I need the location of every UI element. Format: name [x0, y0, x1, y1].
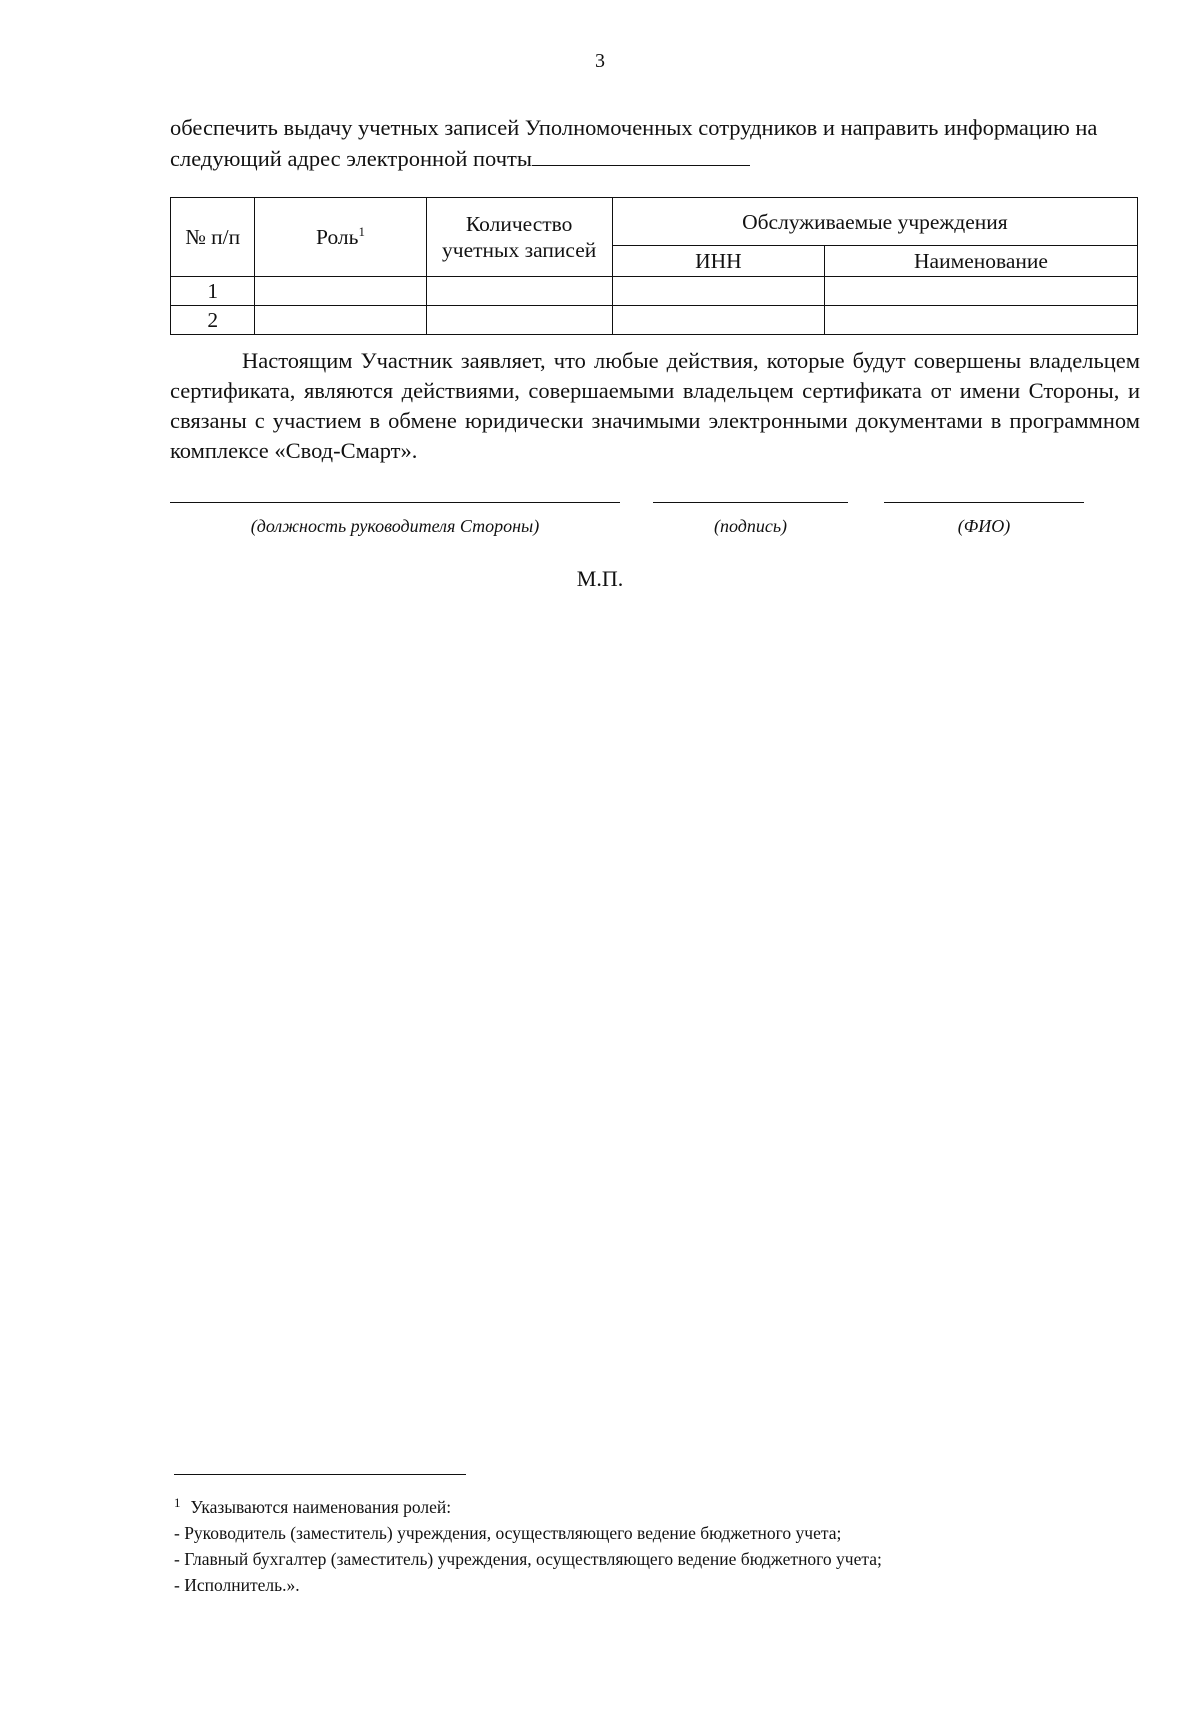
footnote-marker: 1: [174, 1495, 181, 1510]
declaration-paragraph: [170, 346, 1140, 466]
footnote-item: - Руководитель (заместитель) учреждения, осуществляющего ведение бюджетного учета;: [174, 1523, 842, 1543]
header-inn: ИНН: [612, 246, 824, 277]
row-role-cell: [255, 277, 426, 306]
table-row: [171, 306, 1138, 335]
email-blank-line: [532, 145, 750, 166]
signature-line: [653, 502, 848, 503]
fio-signature-line: [884, 502, 1084, 503]
row-count-cell: [426, 277, 612, 306]
header-name: Наименование: [825, 246, 1138, 277]
footnote-separator: [174, 1474, 466, 1475]
fio-caption: (ФИО): [957, 516, 1011, 536]
page-number: 3: [595, 50, 605, 72]
header-num: № п/п: [171, 198, 255, 277]
table-row: [171, 277, 1138, 306]
row-inn-cell: [612, 306, 824, 335]
row-name-cell: [825, 277, 1138, 306]
footnote-item: - Исполнитель.».: [174, 1575, 300, 1595]
row-count-cell: [426, 306, 612, 335]
intro-text: обеспечить выдачу учетных записей Уполномоченных сотрудников и направить информацию на следующий адрес электронной почты: [170, 115, 1098, 171]
position-signature-line: [170, 502, 620, 503]
accounts-table: [170, 197, 1138, 335]
seal-mark: М.П.: [576, 566, 624, 591]
footnote-item: - Главный бухгалтер (заместитель) учреждения, осуществляющего ведение бюджетного учета;: [174, 1549, 882, 1569]
row-inn-cell: [612, 277, 824, 306]
footnote-title: [174, 1494, 1144, 1520]
signature-caption: (подпись): [713, 516, 788, 536]
intro-paragraph: [170, 112, 1140, 174]
position-caption: (должность руководителя Стороны): [250, 516, 540, 536]
row-num: 2: [171, 306, 255, 335]
row-num: 1: [171, 277, 255, 306]
header-role: [255, 198, 426, 277]
row-name-cell: [825, 306, 1138, 335]
footnote-ref: 1: [358, 224, 365, 239]
footnote-title-text: Указываются наименования ролей:: [190, 1497, 452, 1517]
header-role-label: Роль: [316, 225, 359, 249]
declaration-text: Настоящим Участник заявляет, что любые действия, которые будут совершены владельцем сертификата, являются действиями, совершаемыми владельцем сертификата от имени Стороны, и связаны с участием в обмене юридически значимыми электронными документами в программном комплексе «Свод-Смарт».: [170, 348, 1140, 463]
row-role-cell: [255, 306, 426, 335]
header-count: Количество учетных записей: [426, 198, 612, 277]
header-institutions: Обслуживаемые учреждения: [612, 198, 1137, 246]
